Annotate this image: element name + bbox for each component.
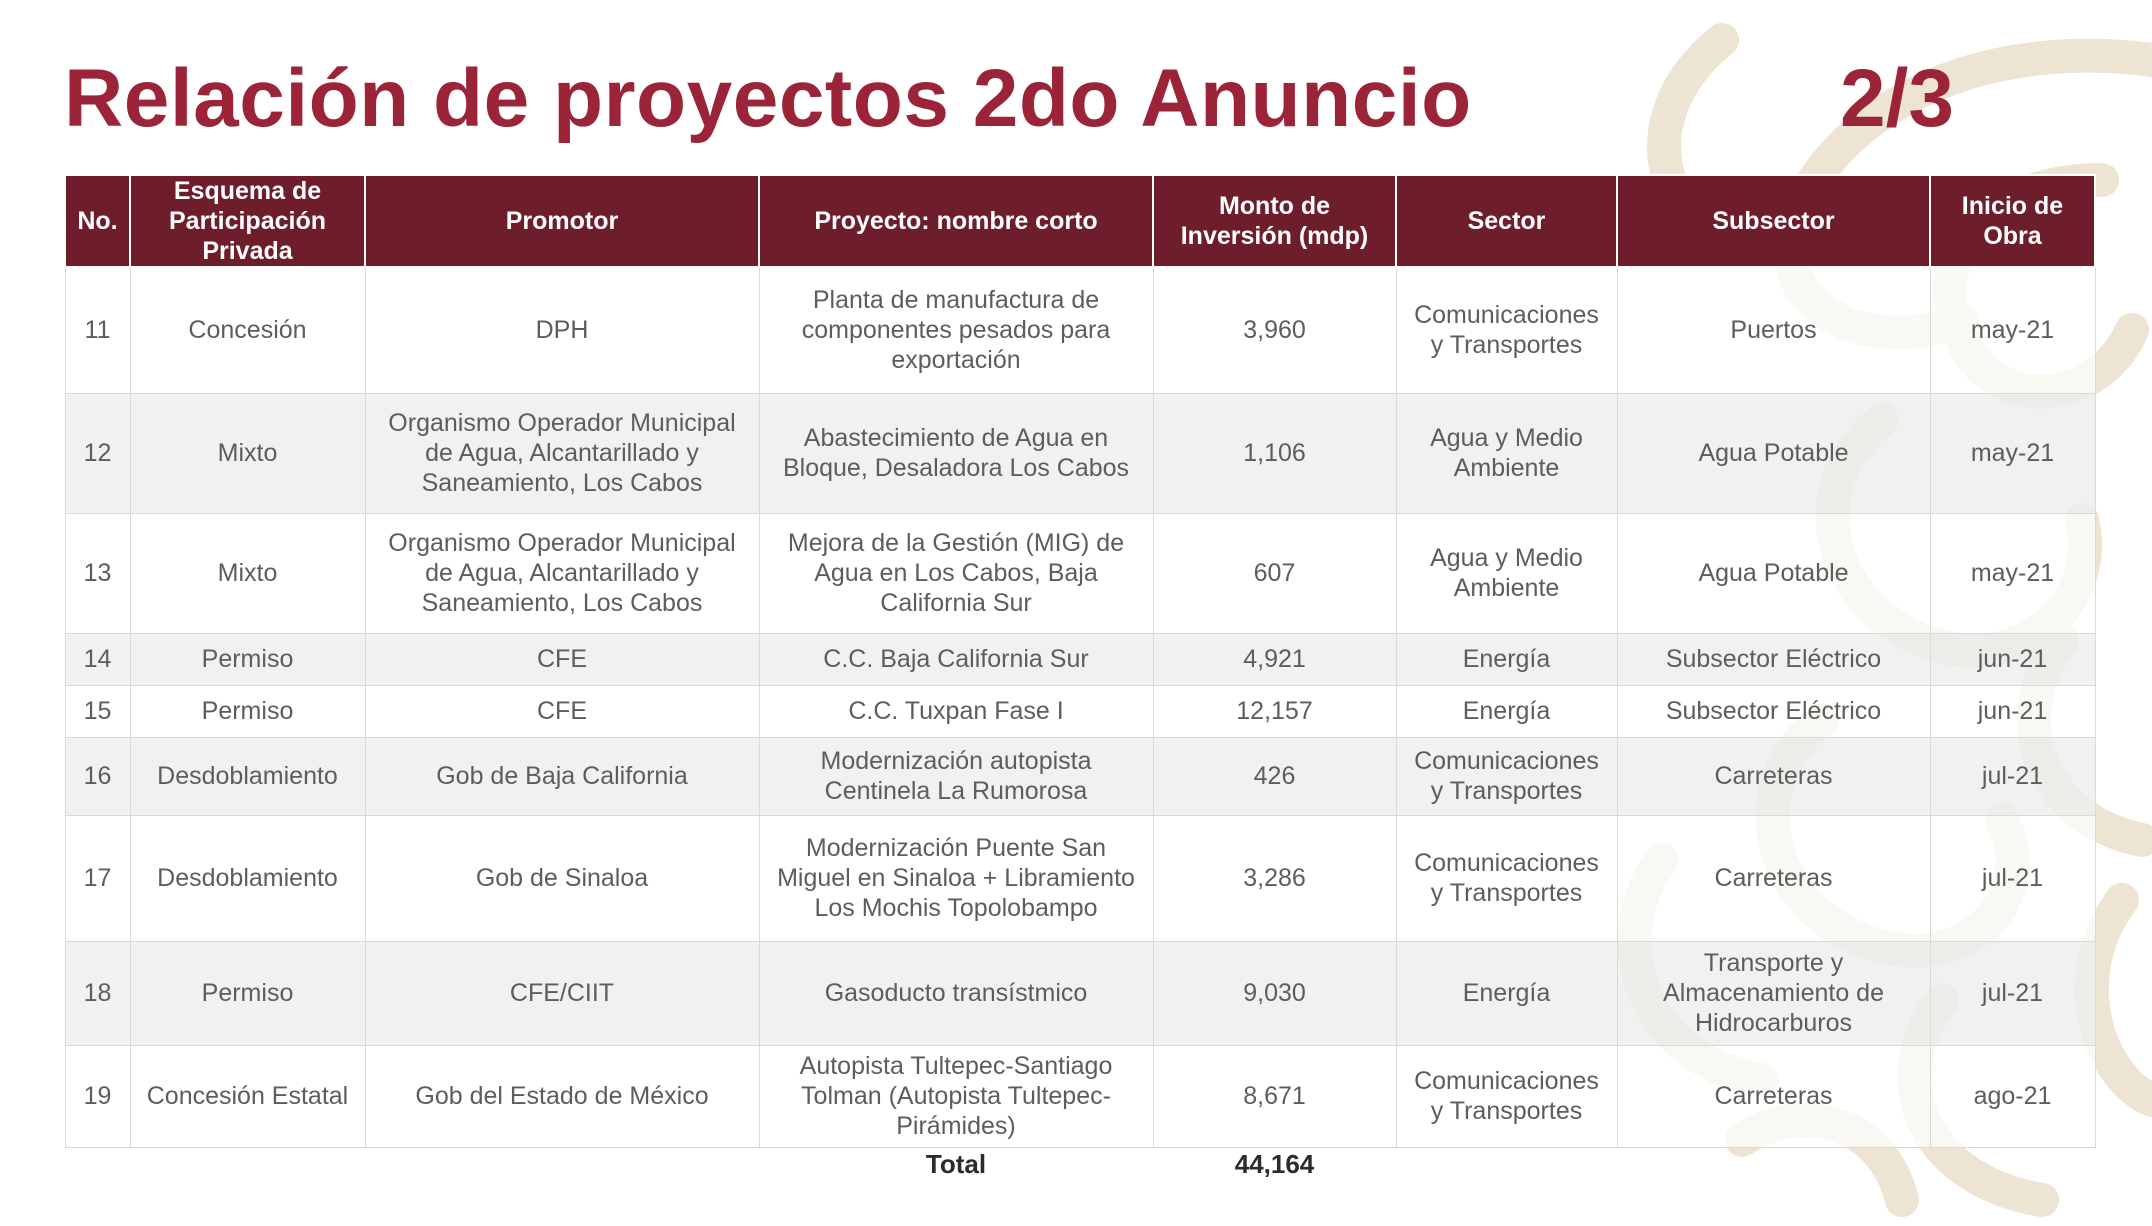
cell-promotor: Gob del Estado de México (365, 1045, 759, 1147)
cell-subsector: Carreteras (1617, 815, 1930, 941)
cell-promotor: Gob de Baja California (365, 737, 759, 815)
cell-inicio: jul-21 (1930, 737, 2095, 815)
cell-proyecto: Abastecimiento de Agua en Bloque, Desaladora Los Cabos (759, 393, 1153, 513)
cell-monto: 8,671 (1153, 1045, 1396, 1147)
cell-proyecto: Mejora de la Gestión (MIG) de Agua en Los Cabos, Baja California Sur (759, 513, 1153, 633)
cell-inicio: jun-21 (1930, 633, 2095, 685)
cell-promotor: Gob de Sinaloa (365, 815, 759, 941)
header-proyecto: Proyecto: nombre corto (759, 175, 1153, 267)
cell-promotor: CFE (365, 685, 759, 737)
table-row (65, 737, 2095, 815)
header-promotor: Promotor (365, 175, 759, 267)
cell-no: 13 (65, 513, 130, 633)
cell-subsector: Agua Potable (1617, 393, 1930, 513)
cell-no: 14 (65, 633, 130, 685)
header-sector: Sector (1396, 175, 1617, 267)
cell-subsector: Puertos (1617, 267, 1930, 393)
cell-subsector: Subsector Eléctrico (1617, 633, 1930, 685)
cell-no: 11 (65, 267, 130, 393)
cell-esquema: Concesión (130, 267, 365, 393)
cell-inicio: may-21 (1930, 267, 2095, 393)
table-row (65, 815, 2095, 941)
page-title: Relación de proyectos 2do Anuncio (64, 53, 1472, 144)
table-row (65, 941, 2095, 1045)
table-row (65, 685, 2095, 737)
cell-monto: 3,286 (1153, 815, 1396, 941)
cell-sector: Agua y Medio Ambiente (1396, 513, 1617, 633)
cell-proyecto: Modernización Puente San Miguel en Sinaloa + Libramiento Los Mochis Topolobampo (759, 815, 1153, 941)
cell-proyecto: C.C. Tuxpan Fase I (759, 685, 1153, 737)
cell-promotor: CFE (365, 633, 759, 685)
cell-subsector: Transporte y Almacenamiento de Hidrocarburos (1617, 941, 1930, 1045)
table-header-row (65, 175, 2095, 267)
cell-esquema: Permiso (130, 633, 365, 685)
cell-monto: 12,157 (1153, 685, 1396, 737)
header-no: No. (65, 175, 130, 267)
page-indicator: 2/3 (1840, 53, 1954, 144)
cell-proyecto: Gasoducto transístmico (759, 941, 1153, 1045)
projects-table (64, 174, 2096, 1182)
cell-no: 17 (65, 815, 130, 941)
table-row (65, 267, 2095, 393)
cell-no: 12 (65, 393, 130, 513)
cell-sector: Comunicaciones y Transportes (1396, 1045, 1617, 1147)
cell-promotor: Organismo Operador Municipal de Agua, Alcantarillado y Saneamiento, Los Cabos (365, 513, 759, 633)
header-monto: Monto de Inversión (mdp) (1153, 175, 1396, 267)
cell-esquema: Mixto (130, 513, 365, 633)
cell-proyecto: Modernización autopista Centinela La Rumorosa (759, 737, 1153, 815)
cell-esquema: Concesión Estatal (130, 1045, 365, 1147)
cell-inicio: jul-21 (1930, 941, 2095, 1045)
cell-no: 15 (65, 685, 130, 737)
cell-sector: Energía (1396, 941, 1617, 1045)
total-value: 44,164 (1234, 1148, 1315, 1179)
cell-promotor: Organismo Operador Municipal de Agua, Alcantarillado y Saneamiento, Los Cabos (365, 393, 759, 513)
cell-monto: 607 (1153, 513, 1396, 633)
cell-sector: Comunicaciones y Transportes (1396, 815, 1617, 941)
cell-inicio: jun-21 (1930, 685, 2095, 737)
cell-sector: Comunicaciones y Transportes (1396, 737, 1617, 815)
cell-esquema: Desdoblamiento (130, 737, 365, 815)
cell-monto: 9,030 (1153, 941, 1396, 1045)
cell-no: 16 (65, 737, 130, 815)
table-row (65, 513, 2095, 633)
cell-inicio: jul-21 (1930, 815, 2095, 941)
cell-proyecto: Autopista Tultepec-Santiago Tolman (Autopista Tultepec-Pirámides) (759, 1045, 1153, 1147)
cell-monto: 426 (1153, 737, 1396, 815)
cell-esquema: Permiso (130, 685, 365, 737)
cell-monto: 1,106 (1153, 393, 1396, 513)
cell-subsector: Carreteras (1617, 1045, 1930, 1147)
table-row (65, 633, 2095, 685)
cell-promotor: CFE/CIIT (365, 941, 759, 1045)
cell-sector: Energía (1396, 633, 1617, 685)
cell-esquema: Desdoblamiento (130, 815, 365, 941)
cell-sector: Energía (1396, 685, 1617, 737)
cell-monto: 3,960 (1153, 267, 1396, 393)
cell-esquema: Mixto (130, 393, 365, 513)
cell-promotor: DPH (365, 267, 759, 393)
cell-proyecto: C.C. Baja California Sur (759, 633, 1153, 685)
cell-sector: Comunicaciones y Transportes (1396, 267, 1617, 393)
cell-proyecto: Planta de manufactura de componentes pesados para exportación (759, 267, 1153, 393)
cell-subsector: Subsector Eléctrico (1617, 685, 1930, 737)
cell-inicio: ago-21 (1930, 1045, 2095, 1147)
header-subsector: Subsector (1617, 175, 1930, 267)
table-row (65, 393, 2095, 513)
cell-monto: 4,921 (1153, 633, 1396, 685)
cell-subsector: Carreteras (1617, 737, 1930, 815)
cell-inicio: may-21 (1930, 393, 2095, 513)
cell-inicio: may-21 (1930, 513, 2095, 633)
cell-no: 19 (65, 1045, 130, 1147)
cell-no: 18 (65, 941, 130, 1045)
header-esquema: Esquema de Participación Privada (130, 175, 365, 267)
total-label: Total (925, 1148, 987, 1179)
cell-esquema: Permiso (130, 941, 365, 1045)
total-row (65, 1147, 2095, 1182)
cell-subsector: Agua Potable (1617, 513, 1930, 633)
header-inicio: Inicio de Obra (1930, 175, 2095, 267)
cell-sector: Agua y Medio Ambiente (1396, 393, 1617, 513)
table-row (65, 1045, 2095, 1147)
